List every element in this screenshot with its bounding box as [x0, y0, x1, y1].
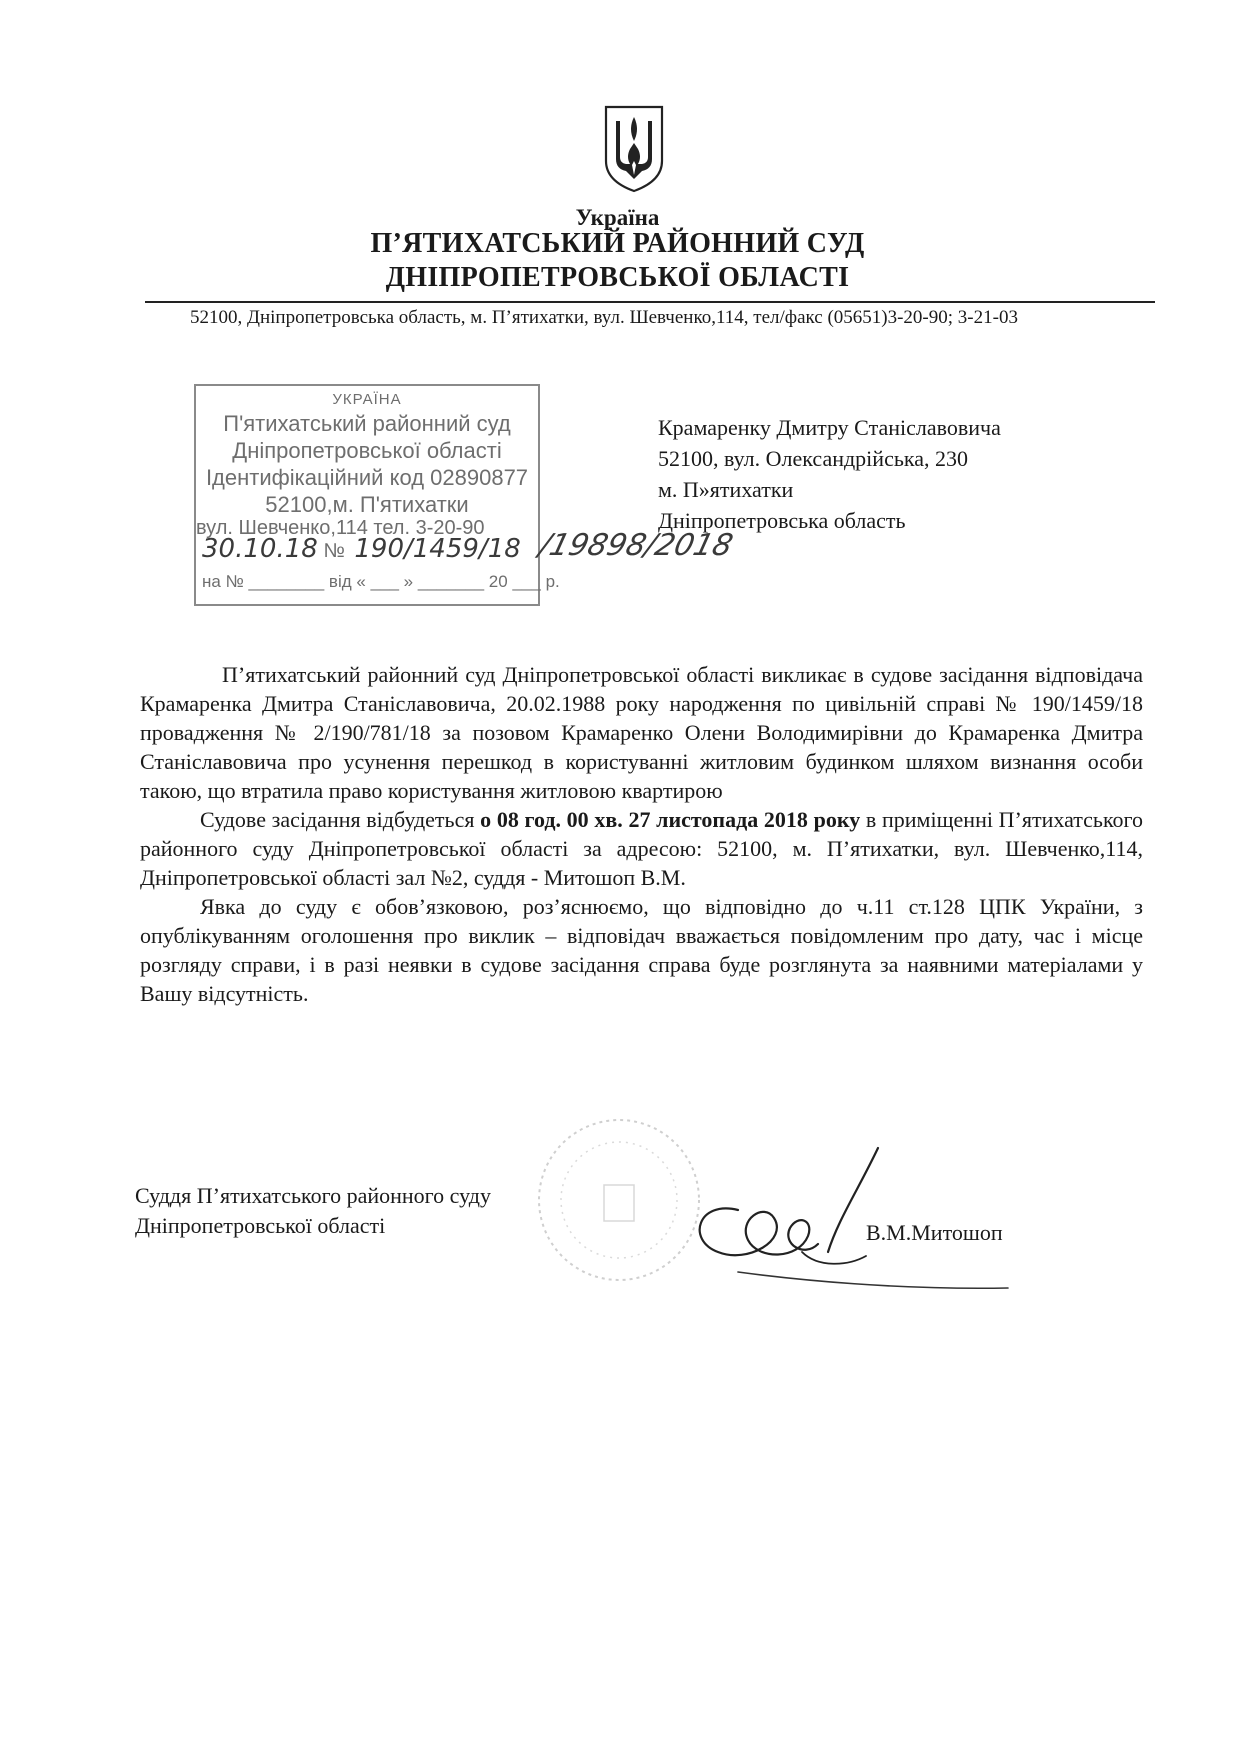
hearing-location: в приміщенні П’ятихатського районного суду Дніпропетровської області за адресою: 52100, м. П’ятихатки, вул. Шевченко,114, Дніпропетровської області зал №2, суддя - Митошоп В.М.	[140, 807, 1144, 890]
stamp-line-country: УКРАЇНА	[332, 391, 402, 408]
coat-of-arms-emblem	[602, 103, 666, 193]
stamp-line-region: Дніпропетровської області	[232, 438, 502, 463]
stamp-line-city: 52100,м. П'ятихатки	[265, 492, 469, 517]
stamp-reference-row: на № ________ від « ___ » _______ 20 ___ р.	[202, 572, 560, 591]
registration-stamp	[194, 384, 560, 606]
recipient-name: Крамаренку Дмитру Станіславовича	[658, 415, 1001, 440]
summons-paragraph-3: Явка до суду є обов’язковою, роз’яснюємо, що відповідно до ч.11 ст.128 ЦПК України, з опублікуванням оголошення про виклик – відповідач вважається повідомленим про дату, час і місце розгляду справи, і в разі неявки в судове засідання справа буде розглянута за наявними матеріалами у Вашу відсутність.	[140, 894, 1143, 1006]
header-divider	[145, 301, 1155, 303]
ref-label: на №	[202, 572, 244, 591]
ref-year: 20	[488, 572, 508, 591]
recipient-block	[658, 412, 1001, 536]
recipient-street: 52100, вул. Олександрійська, 230	[658, 446, 968, 471]
summons-paragraph-1: П’ятихатський районний суд Дніпропетровської області викликає в судове засідання відповідача Крамаренка Дмитра Станіславовича, 20.02.1988 року народження по цивільній справі № 190/1459/18 провадження № 2/190/781/18 за позовом Крамаренко Олени Володимирівни до Крамаренка Дмитра Станіславовича про усунення перешкод в користуванні житловим будинком шляхом визнання особи такою, що втратила право користування житловою квартирою	[140, 662, 1143, 803]
judge-title-line-1: Суддя П’ятихатського районного суду	[135, 1183, 491, 1208]
registration-number: 190/1459/18	[354, 534, 521, 564]
hearing-intro: Судове засідання відбудеться	[200, 807, 481, 832]
recipient-region: Дніпропетровська область	[658, 508, 906, 533]
registration-extra-number: /19898/2018	[535, 528, 737, 563]
stamp-line-court: П'ятихатський районний суд	[223, 411, 511, 436]
stamp-street-line: вул. Шевченко,114 тел. 3-20-90	[196, 517, 485, 539]
court-name-heading: П’ЯТИХАТСЬКИЙ РАЙОННИЙ СУД	[370, 228, 865, 259]
summons-paragraph-2	[140, 805, 1143, 892]
registration-date: 30.10.18	[202, 534, 318, 564]
summons-body	[140, 660, 1143, 1008]
court-region-heading: ДНІПРОПЕТРОВСЬКОЇ ОБЛАСТІ	[385, 262, 850, 293]
court-address: 52100, Дніпропетровська область, м. П’ятихатки, вул. Шевченко,114, тел/факс (05651)3-20-90; 3-21-03	[190, 307, 1018, 328]
hearing-datetime: о 08 год. 00 хв. 27 листопада 2018 року	[480, 807, 861, 832]
judge-title	[135, 1181, 491, 1241]
ref-suffix: р.	[545, 572, 560, 591]
stamp-line-code: Ідентифікаційний код 02890877	[205, 465, 529, 490]
country-heading: Україна	[575, 205, 660, 230]
ref-quote: »	[403, 572, 414, 591]
registration-no-label: №	[323, 540, 345, 562]
judge-title-line-2: Дніпропетровської області	[135, 1213, 386, 1238]
ref-from-label: від «	[328, 572, 366, 591]
recipient-city: м. П»ятихатки	[658, 477, 794, 502]
judge-name: В.М.Митошоп	[866, 1220, 1003, 1245]
